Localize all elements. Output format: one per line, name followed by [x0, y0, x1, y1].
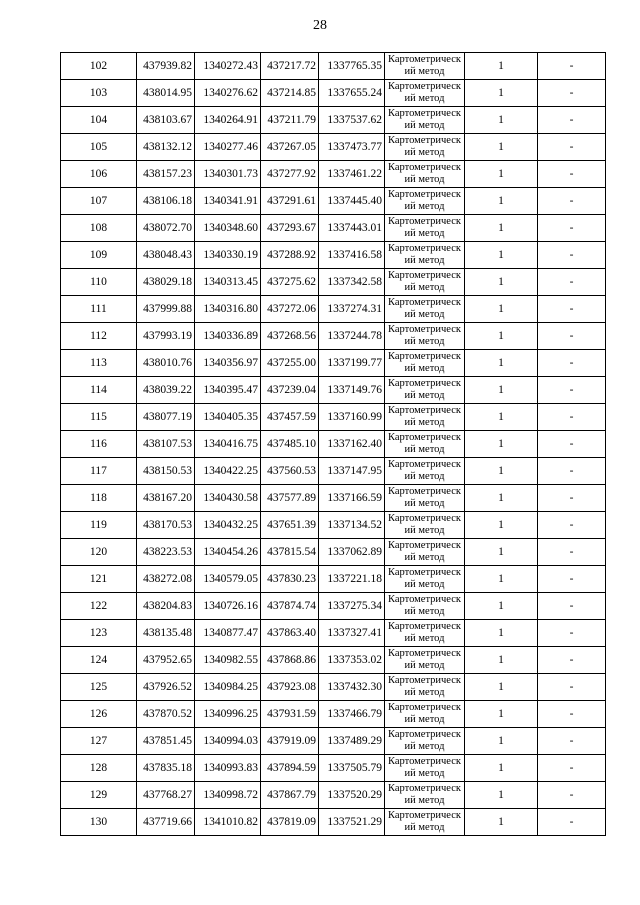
y1-coordinate-cell: 1340984.25: [195, 674, 261, 701]
method-cell: Картометрический метод: [385, 755, 465, 782]
accuracy-cell: 1: [465, 647, 538, 674]
table-row: [61, 701, 606, 728]
method-cell: Картометрический метод: [385, 620, 465, 647]
x2-coordinate-cell: 437651.39: [261, 512, 319, 539]
table-row: [61, 323, 606, 350]
y2-coordinate-cell: 1337461.22: [319, 161, 385, 188]
point-number-cell: 122: [61, 593, 137, 620]
x2-coordinate-cell: 437457.59: [261, 404, 319, 431]
x1-coordinate-cell: 438077.19: [137, 404, 195, 431]
x1-coordinate-cell: 437719.66: [137, 809, 195, 836]
point-number-cell: 129: [61, 782, 137, 809]
note-cell: -: [538, 161, 606, 188]
y1-coordinate-cell: 1340993.83: [195, 755, 261, 782]
method-cell: Картометрический метод: [385, 458, 465, 485]
table-row: [61, 674, 606, 701]
note-cell: -: [538, 80, 606, 107]
accuracy-cell: 1: [465, 566, 538, 593]
accuracy-cell: 1: [465, 674, 538, 701]
method-cell: Картометрический метод: [385, 161, 465, 188]
y2-coordinate-cell: 1337432.30: [319, 674, 385, 701]
note-cell: -: [538, 755, 606, 782]
y1-coordinate-cell: 1340330.19: [195, 242, 261, 269]
x2-coordinate-cell: 437211.79: [261, 107, 319, 134]
x1-coordinate-cell: 437870.52: [137, 701, 195, 728]
table-row: [61, 161, 606, 188]
table-row: [61, 539, 606, 566]
accuracy-cell: 1: [465, 620, 538, 647]
x1-coordinate-cell: 437952.65: [137, 647, 195, 674]
point-number-cell: 108: [61, 215, 137, 242]
y2-coordinate-cell: 1337505.79: [319, 755, 385, 782]
x1-coordinate-cell: 437851.45: [137, 728, 195, 755]
table-row: [61, 593, 606, 620]
y2-coordinate-cell: 1337147.95: [319, 458, 385, 485]
y2-coordinate-cell: 1337162.40: [319, 431, 385, 458]
method-cell: Картометрический метод: [385, 728, 465, 755]
y2-coordinate-cell: 1337537.62: [319, 107, 385, 134]
x1-coordinate-cell: 437999.88: [137, 296, 195, 323]
method-cell: Картометрический метод: [385, 242, 465, 269]
point-number-cell: 130: [61, 809, 137, 836]
y2-coordinate-cell: 1337134.52: [319, 512, 385, 539]
table-row: [61, 431, 606, 458]
accuracy-cell: 1: [465, 431, 538, 458]
x1-coordinate-cell: 438132.12: [137, 134, 195, 161]
point-number-cell: 119: [61, 512, 137, 539]
note-cell: -: [538, 215, 606, 242]
accuracy-cell: 1: [465, 539, 538, 566]
table-row: [61, 53, 606, 80]
y2-coordinate-cell: 1337443.01: [319, 215, 385, 242]
table-row: [61, 188, 606, 215]
point-number-cell: 123: [61, 620, 137, 647]
x2-coordinate-cell: 437560.53: [261, 458, 319, 485]
accuracy-cell: 1: [465, 485, 538, 512]
table-row: [61, 512, 606, 539]
x1-coordinate-cell: 438157.23: [137, 161, 195, 188]
method-cell: Картометрический метод: [385, 485, 465, 512]
y1-coordinate-cell: 1340395.47: [195, 377, 261, 404]
method-cell: Картометрический метод: [385, 323, 465, 350]
point-number-cell: 114: [61, 377, 137, 404]
y1-coordinate-cell: 1341010.82: [195, 809, 261, 836]
y1-coordinate-cell: 1340877.47: [195, 620, 261, 647]
point-number-cell: 120: [61, 539, 137, 566]
y2-coordinate-cell: 1337275.34: [319, 593, 385, 620]
y1-coordinate-cell: 1340272.43: [195, 53, 261, 80]
point-number-cell: 116: [61, 431, 137, 458]
x1-coordinate-cell: 438167.20: [137, 485, 195, 512]
x1-coordinate-cell: 438048.43: [137, 242, 195, 269]
x2-coordinate-cell: 437293.67: [261, 215, 319, 242]
y2-coordinate-cell: 1337353.02: [319, 647, 385, 674]
x2-coordinate-cell: 437277.92: [261, 161, 319, 188]
y2-coordinate-cell: 1337655.24: [319, 80, 385, 107]
point-number-cell: 121: [61, 566, 137, 593]
accuracy-cell: 1: [465, 269, 538, 296]
x2-coordinate-cell: 437919.09: [261, 728, 319, 755]
y2-coordinate-cell: 1337445.40: [319, 188, 385, 215]
table-row: [61, 620, 606, 647]
accuracy-cell: 1: [465, 323, 538, 350]
y2-coordinate-cell: 1337327.41: [319, 620, 385, 647]
note-cell: -: [538, 242, 606, 269]
y2-coordinate-cell: 1337199.77: [319, 350, 385, 377]
point-number-cell: 127: [61, 728, 137, 755]
y1-coordinate-cell: 1340726.16: [195, 593, 261, 620]
x1-coordinate-cell: 437768.27: [137, 782, 195, 809]
page-number: 28: [313, 18, 327, 33]
point-number-cell: 103: [61, 80, 137, 107]
accuracy-cell: 1: [465, 188, 538, 215]
x2-coordinate-cell: 437485.10: [261, 431, 319, 458]
point-number-cell: 102: [61, 53, 137, 80]
note-cell: -: [538, 431, 606, 458]
accuracy-cell: 1: [465, 593, 538, 620]
point-number-cell: 126: [61, 701, 137, 728]
accuracy-cell: 1: [465, 296, 538, 323]
y1-coordinate-cell: 1340416.75: [195, 431, 261, 458]
x2-coordinate-cell: 437868.86: [261, 647, 319, 674]
point-number-cell: 111: [61, 296, 137, 323]
y2-coordinate-cell: 1337466.79: [319, 701, 385, 728]
x2-coordinate-cell: 437931.59: [261, 701, 319, 728]
x2-coordinate-cell: 437239.04: [261, 377, 319, 404]
point-number-cell: 110: [61, 269, 137, 296]
point-number-cell: 117: [61, 458, 137, 485]
y1-coordinate-cell: 1340301.73: [195, 161, 261, 188]
point-number-cell: 106: [61, 161, 137, 188]
table-row: [61, 215, 606, 242]
accuracy-cell: 1: [465, 134, 538, 161]
y1-coordinate-cell: 1340341.91: [195, 188, 261, 215]
y2-coordinate-cell: 1337274.31: [319, 296, 385, 323]
method-cell: Картометрический метод: [385, 377, 465, 404]
note-cell: -: [538, 566, 606, 593]
y1-coordinate-cell: 1340336.89: [195, 323, 261, 350]
y2-coordinate-cell: 1337062.89: [319, 539, 385, 566]
note-cell: -: [538, 809, 606, 836]
accuracy-cell: 1: [465, 161, 538, 188]
table-row: [61, 80, 606, 107]
y1-coordinate-cell: 1340313.45: [195, 269, 261, 296]
y2-coordinate-cell: 1337473.77: [319, 134, 385, 161]
x2-coordinate-cell: 437272.06: [261, 296, 319, 323]
y1-coordinate-cell: 1340277.46: [195, 134, 261, 161]
method-cell: Картометрический метод: [385, 107, 465, 134]
method-cell: Картометрический метод: [385, 215, 465, 242]
y2-coordinate-cell: 1337521.29: [319, 809, 385, 836]
y2-coordinate-cell: 1337520.29: [319, 782, 385, 809]
note-cell: -: [538, 296, 606, 323]
method-cell: Картометрический метод: [385, 269, 465, 296]
y1-coordinate-cell: 1340348.60: [195, 215, 261, 242]
note-cell: -: [538, 701, 606, 728]
note-cell: -: [538, 350, 606, 377]
x1-coordinate-cell: 438010.76: [137, 350, 195, 377]
y1-coordinate-cell: 1340422.25: [195, 458, 261, 485]
accuracy-cell: 1: [465, 80, 538, 107]
note-cell: -: [538, 377, 606, 404]
x1-coordinate-cell: 437993.19: [137, 323, 195, 350]
y2-coordinate-cell: 1337244.78: [319, 323, 385, 350]
note-cell: -: [538, 593, 606, 620]
note-cell: -: [538, 728, 606, 755]
accuracy-cell: 1: [465, 458, 538, 485]
x1-coordinate-cell: 438204.83: [137, 593, 195, 620]
method-cell: Картометрический метод: [385, 782, 465, 809]
x2-coordinate-cell: 437894.59: [261, 755, 319, 782]
method-cell: Картометрический метод: [385, 809, 465, 836]
x2-coordinate-cell: 437867.79: [261, 782, 319, 809]
x2-coordinate-cell: 437255.00: [261, 350, 319, 377]
coordinates-table: [60, 52, 606, 836]
x1-coordinate-cell: 438272.08: [137, 566, 195, 593]
x2-coordinate-cell: 437577.89: [261, 485, 319, 512]
table-row: [61, 755, 606, 782]
point-number-cell: 109: [61, 242, 137, 269]
note-cell: -: [538, 134, 606, 161]
method-cell: Картометрический метод: [385, 350, 465, 377]
note-cell: -: [538, 53, 606, 80]
y2-coordinate-cell: 1337416.58: [319, 242, 385, 269]
method-cell: Картометрический метод: [385, 647, 465, 674]
x1-coordinate-cell: 438072.70: [137, 215, 195, 242]
y2-coordinate-cell: 1337765.35: [319, 53, 385, 80]
accuracy-cell: 1: [465, 512, 538, 539]
x1-coordinate-cell: 438029.18: [137, 269, 195, 296]
y1-coordinate-cell: 1340316.80: [195, 296, 261, 323]
y1-coordinate-cell: 1340994.03: [195, 728, 261, 755]
y1-coordinate-cell: 1340276.62: [195, 80, 261, 107]
y2-coordinate-cell: 1337221.18: [319, 566, 385, 593]
method-cell: Картометрический метод: [385, 431, 465, 458]
coordinates-table-body: [61, 53, 606, 836]
accuracy-cell: 1: [465, 701, 538, 728]
table-row: [61, 350, 606, 377]
x1-coordinate-cell: 438135.48: [137, 620, 195, 647]
table-row: [61, 269, 606, 296]
point-number-cell: 112: [61, 323, 137, 350]
method-cell: Картометрический метод: [385, 701, 465, 728]
point-number-cell: 124: [61, 647, 137, 674]
note-cell: -: [538, 512, 606, 539]
table-row: [61, 107, 606, 134]
y2-coordinate-cell: 1337342.58: [319, 269, 385, 296]
method-cell: Картометрический метод: [385, 512, 465, 539]
y2-coordinate-cell: 1337166.59: [319, 485, 385, 512]
x1-coordinate-cell: 438039.22: [137, 377, 195, 404]
point-number-cell: 118: [61, 485, 137, 512]
x1-coordinate-cell: 437835.18: [137, 755, 195, 782]
x2-coordinate-cell: 437863.40: [261, 620, 319, 647]
table-row: [61, 458, 606, 485]
method-cell: Картометрический метод: [385, 674, 465, 701]
method-cell: Картометрический метод: [385, 404, 465, 431]
note-cell: -: [538, 674, 606, 701]
x2-coordinate-cell: 437819.09: [261, 809, 319, 836]
method-cell: Картометрический метод: [385, 80, 465, 107]
x2-coordinate-cell: 437923.08: [261, 674, 319, 701]
table-row: [61, 296, 606, 323]
x2-coordinate-cell: 437214.85: [261, 80, 319, 107]
note-cell: -: [538, 188, 606, 215]
x1-coordinate-cell: 438223.53: [137, 539, 195, 566]
x1-coordinate-cell: 437939.82: [137, 53, 195, 80]
method-cell: Картометрический метод: [385, 566, 465, 593]
x2-coordinate-cell: 437268.56: [261, 323, 319, 350]
y1-coordinate-cell: 1340356.97: [195, 350, 261, 377]
note-cell: -: [538, 107, 606, 134]
x2-coordinate-cell: 437815.54: [261, 539, 319, 566]
x1-coordinate-cell: 438014.95: [137, 80, 195, 107]
x2-coordinate-cell: 437830.23: [261, 566, 319, 593]
x2-coordinate-cell: 437275.62: [261, 269, 319, 296]
table-row: [61, 647, 606, 674]
y1-coordinate-cell: 1340264.91: [195, 107, 261, 134]
accuracy-cell: 1: [465, 242, 538, 269]
note-cell: -: [538, 782, 606, 809]
note-cell: -: [538, 539, 606, 566]
y1-coordinate-cell: 1340430.58: [195, 485, 261, 512]
x2-coordinate-cell: 437291.61: [261, 188, 319, 215]
y1-coordinate-cell: 1340432.25: [195, 512, 261, 539]
table-row: [61, 134, 606, 161]
accuracy-cell: 1: [465, 107, 538, 134]
note-cell: -: [538, 269, 606, 296]
accuracy-cell: 1: [465, 728, 538, 755]
point-number-cell: 125: [61, 674, 137, 701]
method-cell: Картометрический метод: [385, 539, 465, 566]
accuracy-cell: 1: [465, 215, 538, 242]
x1-coordinate-cell: 438150.53: [137, 458, 195, 485]
method-cell: Картометрический метод: [385, 593, 465, 620]
note-cell: -: [538, 620, 606, 647]
table-row: [61, 782, 606, 809]
method-cell: Картометрический метод: [385, 296, 465, 323]
point-number-cell: 128: [61, 755, 137, 782]
note-cell: -: [538, 323, 606, 350]
point-number-cell: 113: [61, 350, 137, 377]
x2-coordinate-cell: 437874.74: [261, 593, 319, 620]
note-cell: -: [538, 404, 606, 431]
point-number-cell: 104: [61, 107, 137, 134]
table-row: [61, 242, 606, 269]
y2-coordinate-cell: 1337149.76: [319, 377, 385, 404]
point-number-cell: 105: [61, 134, 137, 161]
y2-coordinate-cell: 1337160.99: [319, 404, 385, 431]
x1-coordinate-cell: 438103.67: [137, 107, 195, 134]
x1-coordinate-cell: 438107.53: [137, 431, 195, 458]
accuracy-cell: 1: [465, 782, 538, 809]
y1-coordinate-cell: 1340996.25: [195, 701, 261, 728]
x2-coordinate-cell: 437288.92: [261, 242, 319, 269]
method-cell: Картометрический метод: [385, 53, 465, 80]
note-cell: -: [538, 647, 606, 674]
note-cell: -: [538, 485, 606, 512]
table-row: [61, 809, 606, 836]
method-cell: Картометрический метод: [385, 188, 465, 215]
accuracy-cell: 1: [465, 755, 538, 782]
accuracy-cell: 1: [465, 350, 538, 377]
table-row: [61, 485, 606, 512]
x1-coordinate-cell: 437926.52: [137, 674, 195, 701]
y2-coordinate-cell: 1337489.29: [319, 728, 385, 755]
y1-coordinate-cell: 1340454.26: [195, 539, 261, 566]
table-row: [61, 566, 606, 593]
point-number-cell: 115: [61, 404, 137, 431]
x1-coordinate-cell: 438106.18: [137, 188, 195, 215]
note-cell: -: [538, 458, 606, 485]
x1-coordinate-cell: 438170.53: [137, 512, 195, 539]
accuracy-cell: 1: [465, 53, 538, 80]
x2-coordinate-cell: 437267.05: [261, 134, 319, 161]
point-number-cell: 107: [61, 188, 137, 215]
y1-coordinate-cell: 1340405.35: [195, 404, 261, 431]
y1-coordinate-cell: 1340998.72: [195, 782, 261, 809]
accuracy-cell: 1: [465, 809, 538, 836]
table-row: [61, 728, 606, 755]
x2-coordinate-cell: 437217.72: [261, 53, 319, 80]
accuracy-cell: 1: [465, 377, 538, 404]
method-cell: Картометрический метод: [385, 134, 465, 161]
y1-coordinate-cell: 1340579.05: [195, 566, 261, 593]
table-row: [61, 404, 606, 431]
table-row: [61, 377, 606, 404]
y1-coordinate-cell: 1340982.55: [195, 647, 261, 674]
accuracy-cell: 1: [465, 404, 538, 431]
